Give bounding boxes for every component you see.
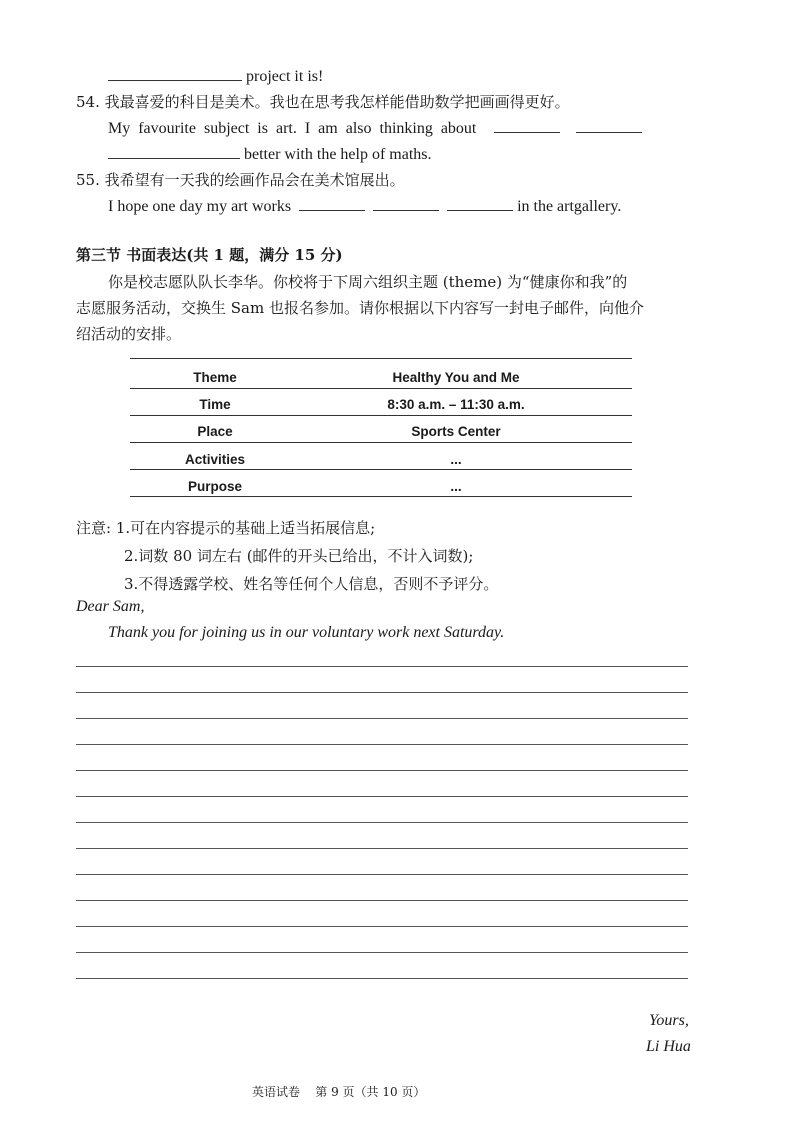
writing-line[interactable] bbox=[76, 796, 688, 797]
q53-text: project it is! bbox=[246, 68, 324, 85]
table-rule bbox=[130, 415, 632, 416]
writing-line[interactable] bbox=[76, 692, 688, 693]
note-2: 2.词数 80 词左右 (邮件的开头已给出，不计入词数); bbox=[124, 547, 474, 565]
table-rule bbox=[130, 442, 632, 443]
page-footer: 英语试卷 第 9 页（共 10 页） bbox=[252, 1085, 426, 1099]
table-label-place: Place bbox=[197, 424, 233, 439]
q55-english bbox=[108, 196, 621, 217]
table-rule bbox=[130, 358, 632, 359]
writing-line[interactable] bbox=[76, 822, 688, 823]
table-rule bbox=[130, 496, 632, 497]
letter-signature: Li Hua bbox=[646, 1038, 691, 1055]
table-value-purpose: ... bbox=[450, 479, 462, 494]
sentence-text: in the artgallery. bbox=[517, 198, 622, 215]
question-number: 54. bbox=[76, 93, 100, 111]
table-rule bbox=[130, 469, 632, 470]
task-intro-line3: 绍活动的安排。 bbox=[76, 325, 182, 343]
writing-line[interactable] bbox=[76, 744, 688, 745]
writing-line[interactable] bbox=[76, 978, 688, 979]
sentence-text: better with the help of maths. bbox=[244, 146, 432, 163]
writing-line[interactable] bbox=[76, 770, 688, 771]
answer-blank[interactable] bbox=[576, 118, 642, 133]
question-number: 55. bbox=[76, 171, 100, 189]
writing-line[interactable] bbox=[76, 666, 688, 667]
letter-opening: Thank you for joining us in our voluntary work next Saturday. bbox=[108, 624, 505, 641]
q54-english-line2 bbox=[108, 144, 432, 165]
sentence-text: I hope one day my art works bbox=[108, 198, 292, 215]
q53-line bbox=[108, 66, 323, 87]
note-3: 3.不得透露学校、姓名等任何个人信息，否则不予评分。 bbox=[124, 575, 499, 593]
question-prompt: 我希望有一天我的绘画作品会在美术馆展出。 bbox=[104, 171, 405, 189]
writing-line[interactable] bbox=[76, 926, 688, 927]
answer-blank[interactable] bbox=[494, 118, 560, 133]
table-label-time: Time bbox=[199, 397, 231, 412]
q54-english-line1 bbox=[108, 118, 642, 139]
table-rule bbox=[130, 388, 632, 389]
letter-greeting: Dear Sam, bbox=[76, 598, 145, 615]
table-label-activities: Activities bbox=[184, 452, 246, 467]
table-value-place: Sports Center bbox=[411, 424, 501, 439]
table-value-theme: Healthy You and Me bbox=[392, 370, 520, 385]
answer-blank[interactable] bbox=[373, 196, 439, 211]
q54-chinese bbox=[76, 92, 570, 112]
task-intro-line2: 志愿服务活动，交换生 Sam 也报名参加。请你根据以下内容写一封电子邮件，向他介 bbox=[76, 299, 644, 317]
writing-line[interactable] bbox=[76, 952, 688, 953]
writing-line[interactable] bbox=[76, 848, 688, 849]
answer-blank[interactable] bbox=[299, 196, 365, 211]
section-title: 第三节 书面表达(共 1 题，满分 15 分) bbox=[76, 246, 343, 264]
answer-blank[interactable] bbox=[447, 196, 513, 211]
writing-line[interactable] bbox=[76, 718, 688, 719]
table-value-time: 8:30 a.m. – 11:30 a.m. bbox=[387, 397, 525, 412]
sentence-text: My favourite subject is art. I am also thinking about bbox=[108, 120, 477, 137]
note-1: 注意: 1.可在内容提示的基础上适当拓展信息; bbox=[76, 519, 376, 537]
table-label-purpose: Purpose bbox=[187, 479, 242, 494]
answer-blank[interactable] bbox=[108, 144, 240, 159]
answer-blank[interactable] bbox=[108, 66, 242, 81]
q55-chinese bbox=[76, 170, 405, 190]
writing-line[interactable] bbox=[76, 874, 688, 875]
table-label-theme: Theme bbox=[193, 370, 237, 385]
letter-closing: Yours, bbox=[649, 1012, 689, 1029]
table-value-activities: ... bbox=[450, 452, 462, 467]
writing-line[interactable] bbox=[76, 900, 688, 901]
question-prompt: 我最喜爱的科目是美术。我也在思考我怎样能借助数学把画画得更好。 bbox=[104, 93, 570, 111]
task-intro-line1: 你是校志愿队队长李华。你校将于下周六组织主题 (theme) 为“健康你和我”的 bbox=[108, 273, 628, 291]
